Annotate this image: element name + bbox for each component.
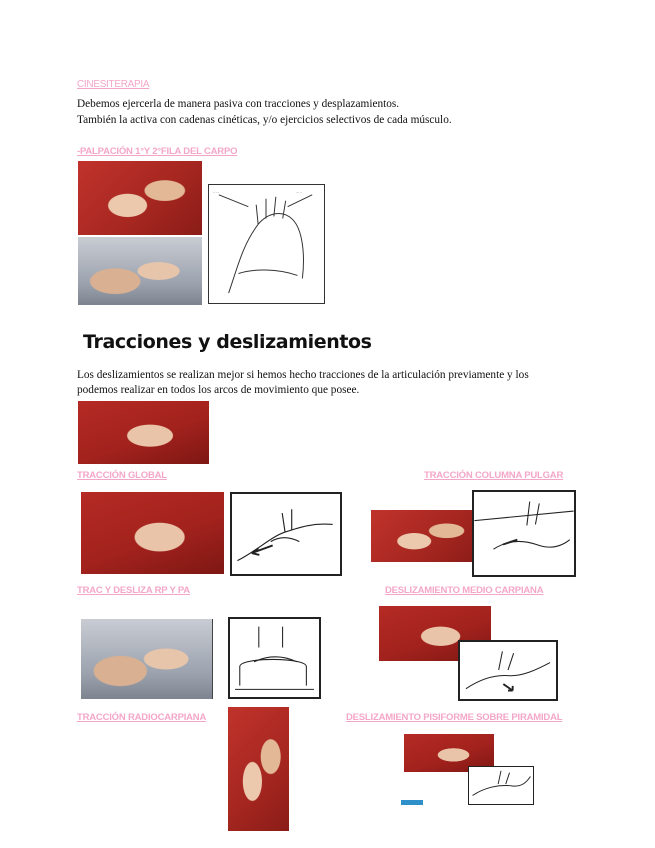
intro-line-1: Debemos ejercerla de manera pasiva con tracciones y desplazamientos.	[77, 98, 400, 110]
tracciones-para-line-1: Los deslizamientos se realizan mejor si hemos hecho tracciones de la articulación previamente y los	[77, 369, 529, 381]
heading-traccion-radiocarpiana: TRACCIÓN RADIOCARPIANA	[77, 712, 207, 723]
heading-traccion-columna-pulgar: TRACCIÓN COLUMNA PULGAR	[424, 470, 564, 481]
kinesio-label: CINESITERAPIA	[77, 79, 150, 90]
svg-text:·····: ·····	[212, 189, 220, 195]
intro-line-2: También la activa con cadenas cinéticas, y/o ejercicios selectivos de cada músculo.	[77, 114, 452, 126]
traccion-columna-drawing	[472, 490, 576, 577]
svg-text:·····: ·····	[295, 189, 303, 195]
trac-desliza-photo	[81, 619, 213, 699]
palpation-heading: -PALPACIÓN 1°Y 2°FILA DEL CARPO	[77, 146, 238, 157]
palpation-photo-2	[78, 237, 202, 305]
traccion-columna-photo	[371, 510, 479, 562]
traccion-global-drawing	[230, 492, 342, 576]
heading-traccion-global: TRACCIÓN GLOBAL	[77, 470, 167, 481]
heading-trac-desliza: TRAC Y DESLIZA RP Y PA	[77, 585, 190, 596]
tracciones-para-line-2: podemos realizar en todos los arcos de movimiento que posee.	[77, 384, 360, 396]
tracciones-photo	[78, 401, 209, 464]
deslizamiento-medio-drawing	[458, 640, 558, 701]
traccion-radiocarpiana-photo	[228, 707, 289, 831]
deslizamiento-pisiforme-drawing	[468, 766, 534, 805]
section-title: Tracciones y deslizamientos	[83, 331, 372, 353]
trac-desliza-drawing	[228, 617, 321, 699]
heading-deslizamiento-medio: DESLIZAMIENTO MEDIO CARPIANA	[385, 585, 544, 596]
palpation-photo-1	[78, 161, 202, 235]
traccion-global-photo	[81, 492, 224, 574]
palpation-drawing	[208, 184, 325, 304]
heading-deslizamiento-pisiforme: DESLIZAMIENTO PISIFORME SOBRE PIRAMIDAL	[346, 712, 563, 723]
blue-fragment	[401, 800, 423, 805]
